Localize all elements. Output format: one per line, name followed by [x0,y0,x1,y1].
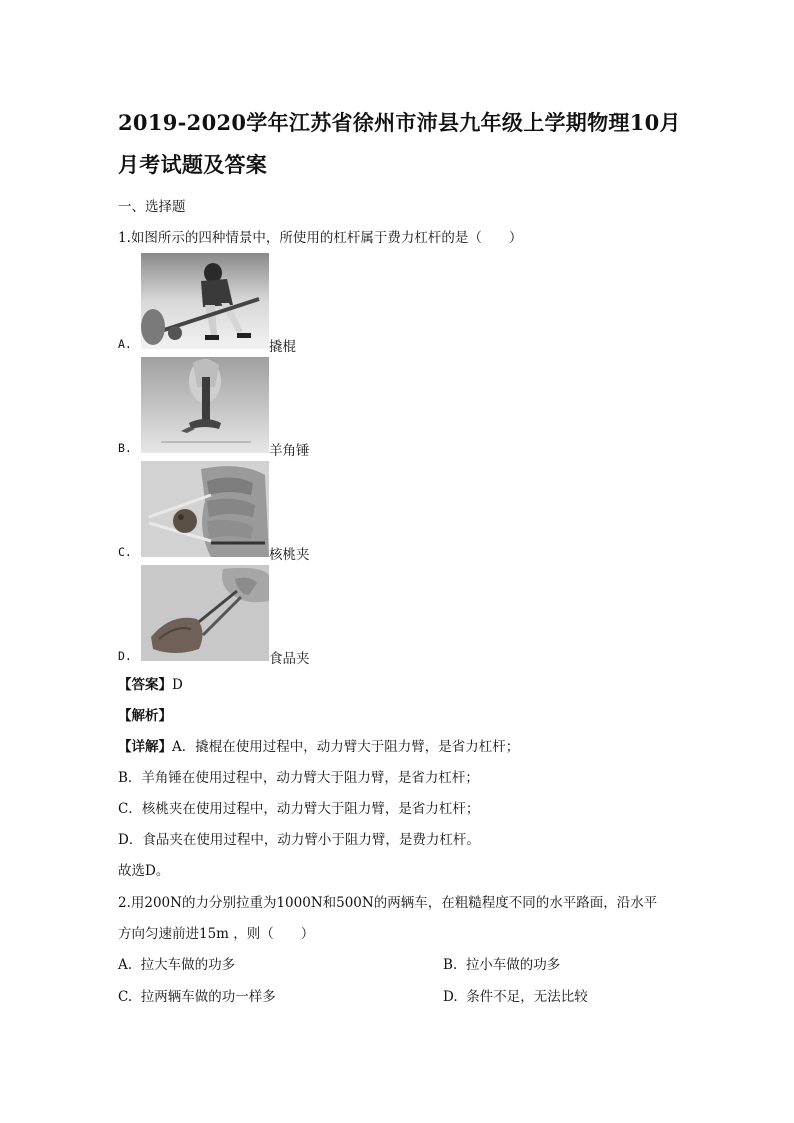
answer-value: D [172,677,183,693]
q2-option-d-letter: D. [443,989,458,1005]
nutcracker-photo [141,461,269,557]
q2-option-b-text: 拉小车做的功多 [465,957,561,973]
q2-option-d [443,985,588,1005]
crowbar-photo [141,253,269,349]
question-2-stem-line2: 方向匀速前进15m ，则（ ） [118,926,315,942]
answer-line [118,673,183,693]
detail-tag: 【详解】 [118,739,172,755]
q2-option-c-letter: C. [118,989,133,1005]
q1-option-b-letter: B. [118,441,132,455]
q2-option-b-letter: B. [443,957,458,973]
conclusion-line: 故选D。 [118,863,170,879]
detail-line-2: B．羊角锤在使用过程中，动力臂大于阻力臂，是省力杠杆； [118,770,479,786]
question-1-stem: 1.如图所示的四种情景中，所使用的杠杆属于费力杠杆的是（ ） [118,230,523,246]
detail-line-1 [118,735,519,755]
q1-option-d-letter: D. [118,649,132,663]
answer-tag: 【答案】 [118,677,172,693]
q1-option-c-caption: 核桃夹 [269,547,310,563]
q2-option-a-text: 拉大车做的功多 [140,957,236,973]
q1-option-d-caption: 食品夹 [269,651,310,667]
detail-line-4: D．食品夹在使用过程中，动力臂小于阻力臂，是费力杠杆。 [118,832,480,848]
q2-option-a-letter: A. [118,957,133,973]
document-title-line2: 月考试题及答案 [118,152,268,177]
q2-option-c-text: 拉两辆车做的功一样多 [140,989,276,1005]
analysis-tag: 【解析】 [118,708,172,724]
q1-option-a-letter: A. [118,337,132,351]
food-tongs-photo [141,565,269,661]
q2-option-c [118,985,276,1005]
q2-option-d-text: 条件不足，无法比较 [466,989,588,1005]
q1-option-b-caption: 羊角锤 [269,443,310,459]
q1-option-c-letter: C. [118,545,132,559]
detail-line-3: C．核桃夹在使用过程中，动力臂大于阻力臂，是省力杠杆； [118,801,480,817]
detail-text-a: A．撬棍在使用过程中，动力臂大于阻力臂，是省力杠杆； [172,739,520,755]
section-heading: 一、选择题 [118,199,186,215]
q2-option-a [118,953,235,973]
q2-option-b [443,953,560,973]
claw-hammer-photo [141,357,269,453]
question-2-stem-line1: 2.用200N的力分别拉重为1000N和500N的两辆车，在粗糙程度不同的水平路面，沿水平 [118,895,658,911]
q1-option-a-caption: 撬棍 [269,339,296,355]
document-title-line1: 2019-2020学年江苏省徐州市沛县九年级上学期物理10月 [118,110,681,135]
